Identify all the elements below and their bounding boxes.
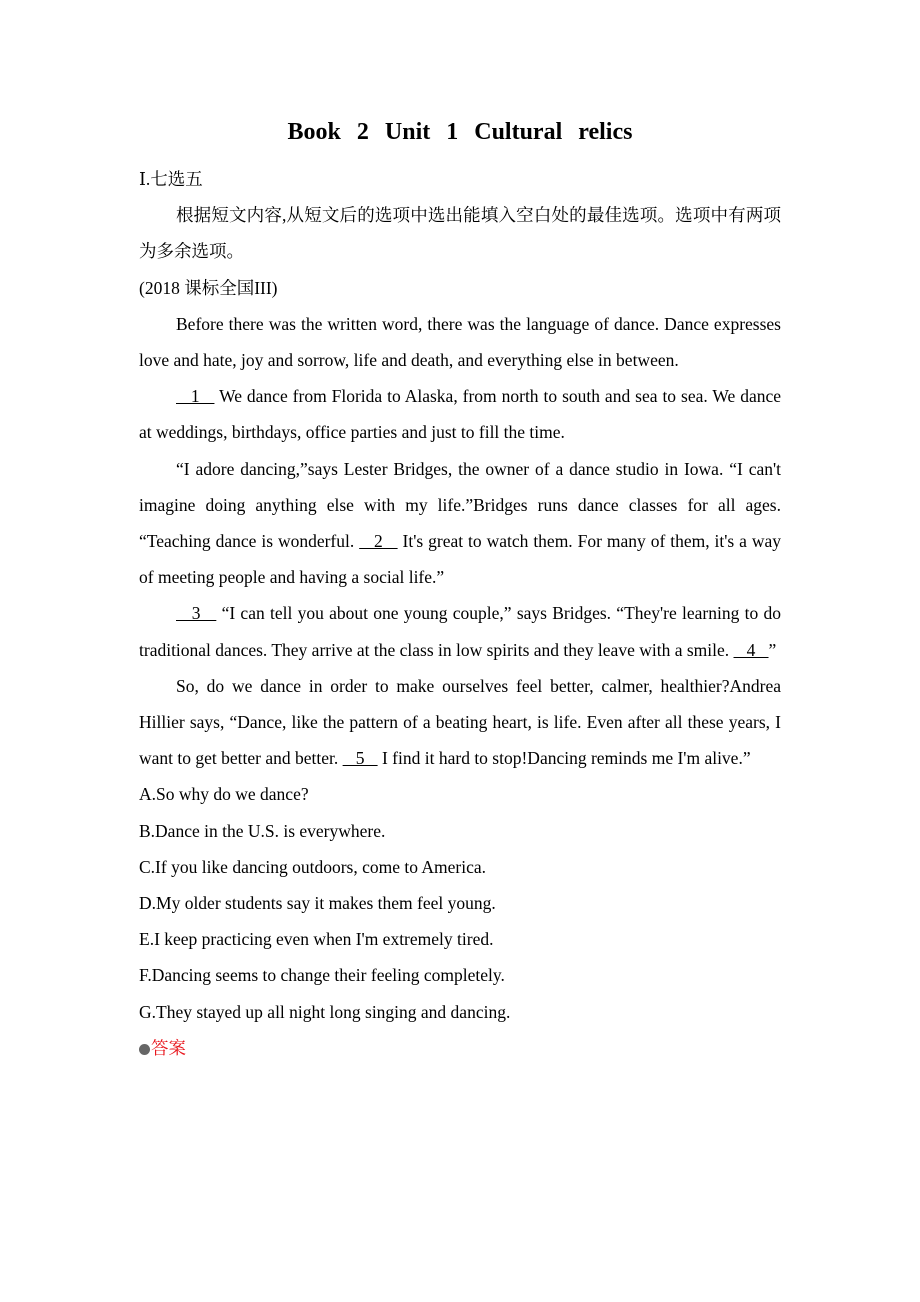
source-note: (2018 课标全国III) (139, 277, 278, 298)
option-item: B.Dance in the U.S. is everywhere. (139, 820, 386, 841)
document-body (139, 161, 781, 1066)
answer-blank: 5 (342, 748, 378, 769)
page-title: Book 2 Unit 1 Cultural relics (287, 119, 633, 145)
option-item: G.They stayed up all night long singing and dancing. (139, 1001, 511, 1022)
option-item: E.I keep practicing even when I'm extremely tired. (139, 929, 494, 950)
paragraph-text: “I adore dancing,”says Lester Bridges, the owner of a dance studio in Iowa. “I can't imagine doing anything else with my life.”Bridges runs dance classes for all ages. “Teaching dance is wonderful. (139, 458, 781, 552)
paragraph-text: Before there was the written word, there was the language of dance. Dance expresses love and hate, joy and sorrow, life and death, and everything else in between. (139, 313, 781, 371)
instruction: 根据短文内容,从短文后的选项中选出能填入空白处的最佳选项。选项中有两项为多余选项。 (139, 205, 781, 262)
paragraph-text: I find it hard to stop!Dancing reminds me I'm alive.” (377, 748, 751, 769)
passage-paragraph (139, 668, 781, 777)
options-list (139, 776, 781, 1029)
passage (139, 306, 781, 777)
answer-blank: 2 (359, 531, 398, 552)
paragraph-text: It's great to watch them. For many of them, it's a way of meeting people and having a social life.” (139, 531, 782, 588)
answer-blank: 1 (176, 386, 215, 407)
option-item: F.Dancing seems to change their feeling completely. (139, 965, 505, 986)
passage-paragraph (139, 378, 781, 450)
answer-blank: 3 (176, 603, 217, 624)
paragraph-text: “I can tell you about one young couple,” says Bridges. “They're learning to do traditional dances. They arrive at the class in low spirits and they leave with a smile. (139, 603, 781, 660)
option-item: C.If you like dancing outdoors, come to America. (139, 856, 487, 877)
passage-paragraph (139, 451, 781, 596)
answer-icon (139, 1044, 150, 1055)
answer-label: 答案 (151, 1037, 186, 1058)
passage-paragraph (139, 595, 781, 667)
option-item: A.So why do we dance? (139, 784, 309, 805)
passage-paragraph (139, 306, 781, 378)
section-heading: Ⅰ.七选五 (139, 169, 203, 189)
option-item: D.My older students say it makes them feel young. (139, 893, 496, 914)
paragraph-text: So, do we dance in order to make ourselves feel better, calmer, healthier?Andrea Hillier says, “Dance, like the pattern of a beating heart, is life. Even after all these years, I want to get better and better. (139, 675, 781, 769)
paragraph-text: We dance from Florida to Alaska, from north to south and sea to sea. We dance at weddings, birthdays, office parties and just to fill the time. (139, 386, 781, 443)
answer-blank: 4 (733, 639, 769, 660)
answer-link[interactable] (139, 1030, 781, 1066)
paragraph-text: ” (768, 639, 777, 660)
